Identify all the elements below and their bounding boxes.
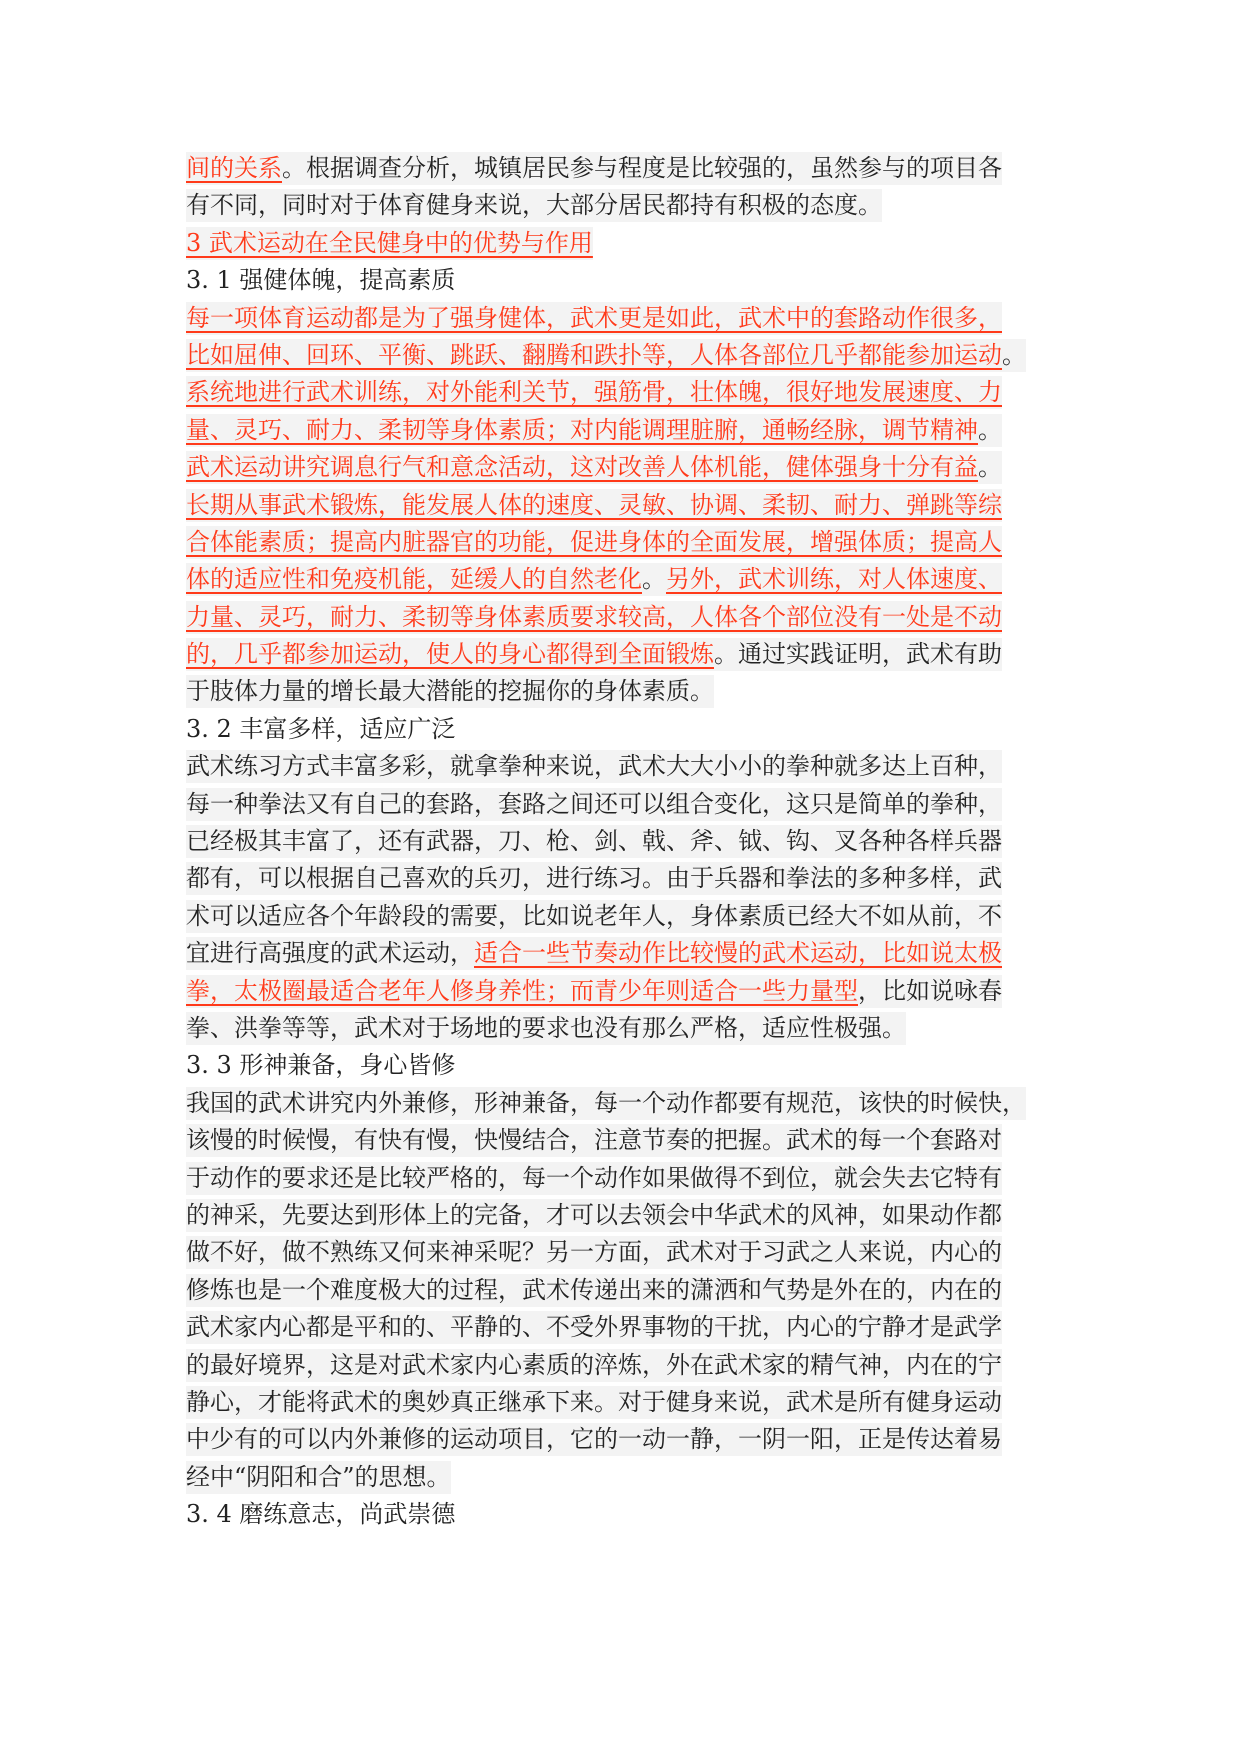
highlighted-text: 拳，太极圈最适合老年人修身养性；而青少年则适合一些力量型: [186, 975, 858, 1008]
text-line: [186, 1459, 1086, 1496]
text-line: [186, 524, 1086, 561]
text-line: [186, 225, 1086, 262]
highlighted-text: 3 武术运动在全民健身中的优势与作用: [186, 227, 593, 260]
text-line: [186, 1197, 1086, 1234]
text-line: [186, 1272, 1086, 1309]
body-text: 中少有的可以内外兼修的运动项目，它的一动一静，一阴一阳，正是传达着易: [186, 1423, 1002, 1456]
text-line: [186, 1085, 1086, 1122]
body-text: 静心，才能将武术的奥妙真正继承下来。对于健身来说，武术是所有健身运动: [186, 1386, 1002, 1419]
text-line: [186, 487, 1086, 524]
highlighted-text: 间的关系: [186, 152, 282, 185]
body-text: 的最好境界，这是对武术家内心素质的淬炼，外在武术家的精气神，内在的宁: [186, 1349, 1002, 1382]
body-text: 拳、洪拳等等，武术对于场地的要求也没有那么严格，适应性极强。: [186, 1012, 906, 1045]
text-line: [186, 935, 1086, 972]
body-text: 我国的武术讲究内外兼修，形神兼备，每一个动作都要有规范，该快的时候快，: [186, 1087, 1026, 1120]
text-line: [186, 412, 1086, 449]
text-line: [186, 599, 1086, 636]
body-text: 武术家内心都是平和的、平静的、不受外界事物的干扰，内心的宁静才是武学: [186, 1311, 1002, 1344]
highlighted-text: 量、灵巧、耐力、柔韧等身体素质；对内能调理脏腑，通畅经脉，调节精神: [186, 414, 978, 447]
highlighted-text: 长期从事武术锻炼，能发展人体的速度、灵敏、协调、柔韧、耐力、弹跳等综: [186, 489, 1002, 522]
highlighted-text: 武术运动讲究调息行气和意念活动，这对改善人体机能，健体强身十分有益: [186, 451, 978, 484]
body-text: 都有，可以根据自己喜欢的兵刃，进行练习。由于兵器和拳法的多种多样，武: [186, 862, 1002, 895]
highlighted-text: 另外，武术训练，对人体速度、: [666, 563, 1002, 596]
text-line: [186, 1047, 1086, 1084]
text-line: [186, 262, 1086, 299]
highlighted-text: 系统地进行武术训练，对外能利关节，强筋骨，壮体魄，很好地发展速度、力: [186, 376, 1002, 409]
highlighted-text: 比如屈伸、回环、平衡、跳跃、翻腾和跌扑等，人体各部位几乎都能参加运动: [186, 339, 1002, 372]
highlighted-text: 力量、灵巧，耐力、柔韧等身体素质要求较高，人体各个部位没有一处是不动: [186, 601, 1002, 634]
body-text: 。: [978, 414, 1002, 447]
body-text: 。: [1002, 339, 1026, 372]
body-text: 于肢体力量的增长最大潜能的挖掘你的身体素质。: [186, 675, 714, 708]
body-text: 宜进行高强度的武术运动，: [186, 937, 474, 970]
highlighted-text: 每一项体育运动都是为了强身健体，武术更是如此，武术中的套路动作很多，: [186, 302, 1002, 335]
text-line: [186, 150, 1086, 187]
text-line: [186, 1160, 1086, 1197]
text-line: [186, 860, 1086, 897]
body-text: 。通过实践证明，武术有助: [714, 638, 1002, 671]
body-text: 经中“阴阳和合”的思想。: [186, 1461, 451, 1494]
body-text: 3. 3 形神兼备，身心皆修: [186, 1051, 456, 1080]
document-body: [186, 150, 1086, 1533]
body-text: 。: [978, 451, 1002, 484]
text-line: [186, 374, 1086, 411]
body-text: 3. 4 磨练意志，尚武崇德: [186, 1500, 456, 1529]
body-text: 于动作的要求还是比较严格的，每一个动作如果做得不到位，就会失去它特有: [186, 1162, 1002, 1195]
highlighted-text: 体的适应性和免疫机能，延缓人的自然老化: [186, 563, 642, 596]
text-line: [186, 1122, 1086, 1159]
text-line: [186, 561, 1086, 598]
text-line: [186, 1384, 1086, 1421]
body-text: 做不好，做不熟练又何来神采呢？另一方面，武术对于习武之人来说，内心的: [186, 1236, 1002, 1269]
body-text: 该慢的时候慢，有快有慢，快慢结合，注意节奏的把握。武术的每一个套路对: [186, 1124, 1002, 1157]
highlighted-text: 的，几乎都参加运动，使人的身心都得到全面锻炼: [186, 638, 714, 671]
text-line: [186, 898, 1086, 935]
body-text: 武术练习方式丰富多彩，就拿拳种来说，武术大大小小的拳种就多达上百种，: [186, 750, 1002, 783]
body-text: 有不同，同时对于体育健身来说，大部分居民都持有积极的态度。: [186, 189, 882, 222]
text-line: [186, 449, 1086, 486]
text-line: [186, 636, 1086, 673]
text-line: [186, 1309, 1086, 1346]
body-text: ，比如说咏春: [858, 975, 1002, 1008]
text-line: [186, 1234, 1086, 1271]
body-text: 3. 2 丰富多样，适应广泛: [186, 714, 456, 743]
body-text: 每一种拳法又有自己的套路，套路之间还可以组合变化，这只是简单的拳种，: [186, 788, 1002, 821]
body-text: 。: [642, 563, 666, 596]
body-text: 修炼也是一个难度极大的过程，武术传递出来的潇洒和气势是外在的，内在的: [186, 1274, 1002, 1307]
text-line: [186, 711, 1086, 748]
text-line: [186, 1010, 1086, 1047]
text-line: [186, 973, 1086, 1010]
body-text: 3. 1 强健体魄，提高素质: [186, 266, 456, 295]
body-text: 术可以适应各个年龄段的需要，比如说老年人，身体素质已经大不如从前，不: [186, 900, 1002, 933]
text-line: [186, 786, 1086, 823]
highlighted-text: 合体能素质；提高内脏器官的功能，促进身体的全面发展，增强体质；提高人: [186, 526, 1002, 559]
text-line: [186, 1421, 1086, 1458]
body-text: 。根据调查分析，城镇居民参与程度是比较强的，虽然参与的项目各: [282, 152, 1002, 185]
text-line: [186, 823, 1086, 860]
text-line: [186, 187, 1086, 224]
text-line: [186, 748, 1086, 785]
text-line: [186, 1347, 1086, 1384]
body-text: 已经极其丰富了，还有武器，刀、枪、剑、戟、斧、钺、钩、叉各种各样兵器: [186, 825, 1002, 858]
highlighted-text: 适合一些节奏动作比较慢的武术运动，比如说太极: [474, 937, 1002, 970]
text-line: [186, 673, 1086, 710]
text-line: [186, 337, 1086, 374]
text-line: [186, 1496, 1086, 1533]
body-text: 的神采，先要达到形体上的完备，才可以去领会中华武术的风神，如果动作都: [186, 1199, 1002, 1232]
text-line: [186, 300, 1086, 337]
